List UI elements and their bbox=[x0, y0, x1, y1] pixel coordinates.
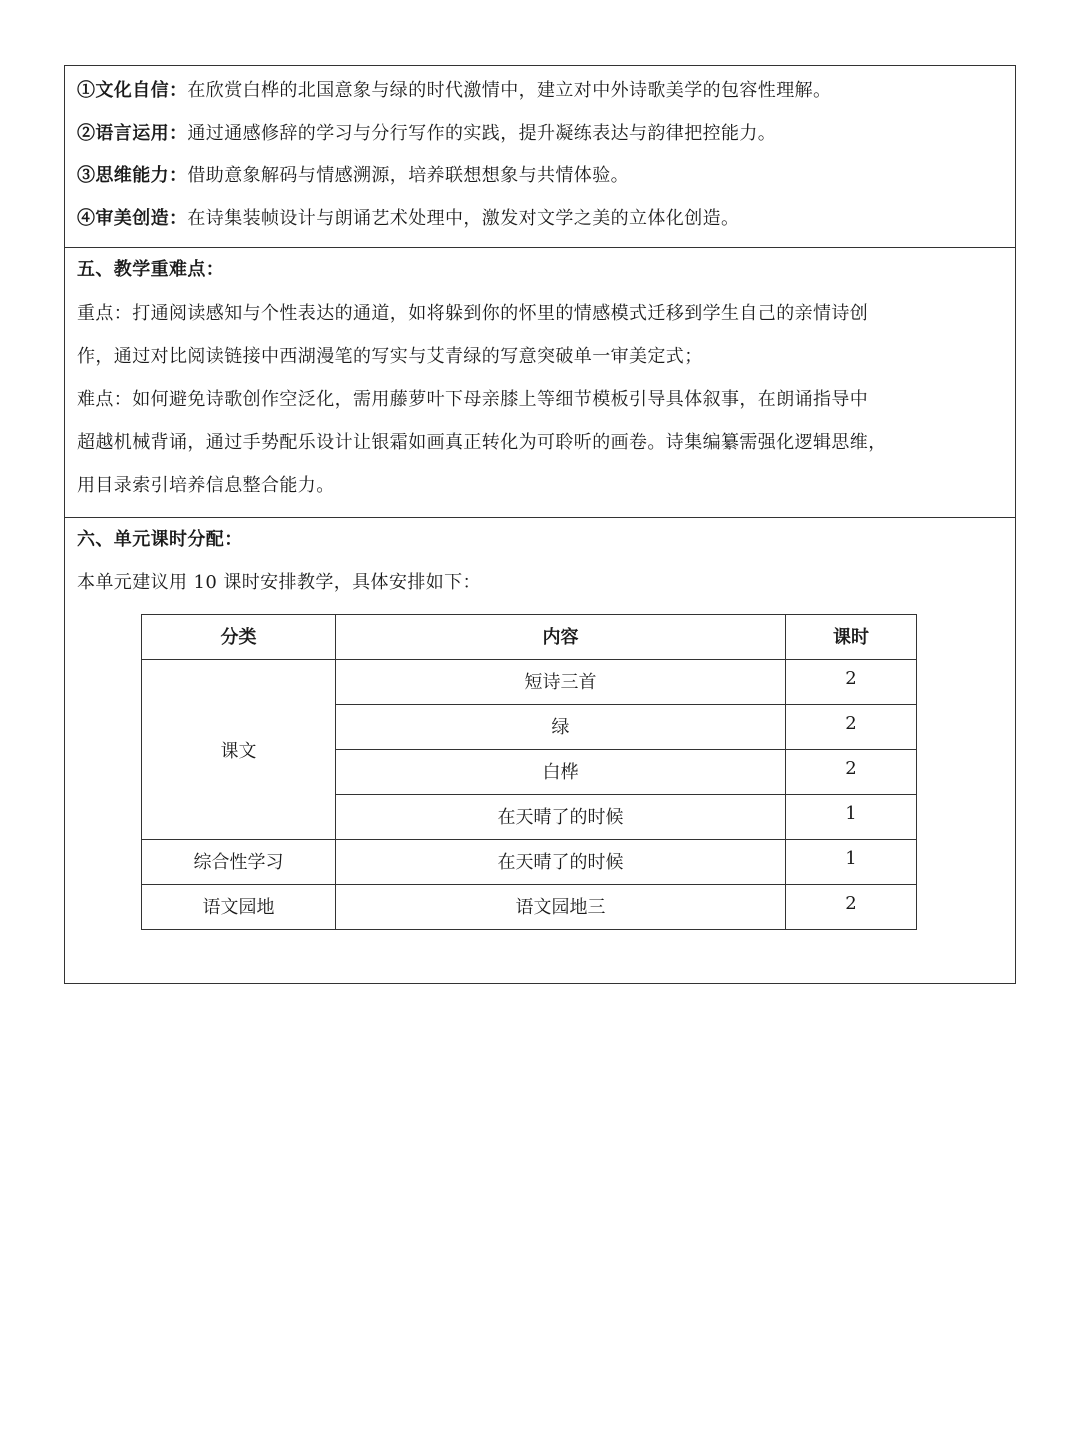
content-cell: 绿 bbox=[336, 705, 786, 750]
header-hours: 课时 bbox=[786, 615, 917, 660]
category-cell: 语文园地 bbox=[142, 885, 336, 930]
hours-allocation-table bbox=[141, 614, 917, 930]
key-point-line-1: 重点：打通阅读感知与个性表达的通道，如将躲到你的怀里的情感模式迁移到学生自己的亲情诗创 bbox=[77, 303, 869, 324]
section6-title: 六、单元课时分配： bbox=[77, 529, 243, 550]
header-content: 内容 bbox=[336, 615, 786, 660]
unit-hour-allocation bbox=[65, 517, 1015, 983]
key-difficult-points bbox=[65, 247, 1015, 517]
hours-cell: 2 bbox=[786, 750, 917, 795]
hours-cell: 1 bbox=[786, 840, 917, 885]
difficulty-line-1: 难点：如何避免诗歌创作空泛化，需用藤萝叶下母亲膝上等细节模板引导具体叙事，在朗诵指导中 bbox=[77, 389, 869, 410]
content-cell: 在天晴了的时候 bbox=[336, 795, 786, 840]
header-category: 分类 bbox=[142, 615, 336, 660]
lesson-plan-table bbox=[64, 65, 1016, 984]
core-literacy-goals bbox=[65, 66, 1015, 247]
goal-thinking: ③思维能力：借助意象解码与情感溯源，培养联想想象与共情体验。 bbox=[77, 165, 630, 186]
difficulty-line-3: 用目录索引培养信息整合能力。 bbox=[77, 475, 335, 496]
content-cell: 语文园地三 bbox=[336, 885, 786, 930]
allocation-intro: 本单元建议用 10 课时安排教学，具体安排如下： bbox=[77, 572, 481, 593]
hours-cell: 2 bbox=[786, 705, 917, 750]
goal-aesthetic: ④审美创造：在诗集装帧设计与朗诵艺术处理中，激发对文学之美的立体化创造。 bbox=[77, 207, 740, 229]
goal-language: ②语言运用：通过通感修辞的学习与分行写作的实践，提升凝练表达与韵律把控能力。 bbox=[77, 122, 777, 144]
category-cell: 综合性学习 bbox=[142, 840, 336, 885]
difficulty-line-2: 超越机械背诵，通过手势配乐设计让银霜如画真正转化为可聆听的画卷。诗集编纂需强化逻辑思维， bbox=[77, 432, 887, 453]
hours-cell: 1 bbox=[786, 795, 917, 840]
goal-culture: ①文化自信：在欣赏白桦的北国意象与绿的时代激情中，建立对中外诗歌美学的包容性理解。 bbox=[77, 80, 832, 101]
hours-cell: 2 bbox=[786, 660, 917, 705]
hours-cell: 2 bbox=[786, 885, 917, 930]
content-cell: 短诗三首 bbox=[336, 660, 786, 705]
key-point-line-2: 作，通过对比阅读链接中西湖漫笔的写实与艾青绿的写意突破单一审美定式； bbox=[77, 346, 703, 367]
table-header-row bbox=[142, 615, 917, 660]
section5-title: 五、教学重难点： bbox=[77, 259, 225, 280]
table-row bbox=[142, 660, 917, 705]
category-cell: 课文 bbox=[142, 660, 336, 840]
table-row bbox=[142, 885, 917, 930]
content-cell: 在天晴了的时候 bbox=[336, 840, 786, 885]
table-row bbox=[142, 840, 917, 885]
content-cell: 白桦 bbox=[336, 750, 786, 795]
